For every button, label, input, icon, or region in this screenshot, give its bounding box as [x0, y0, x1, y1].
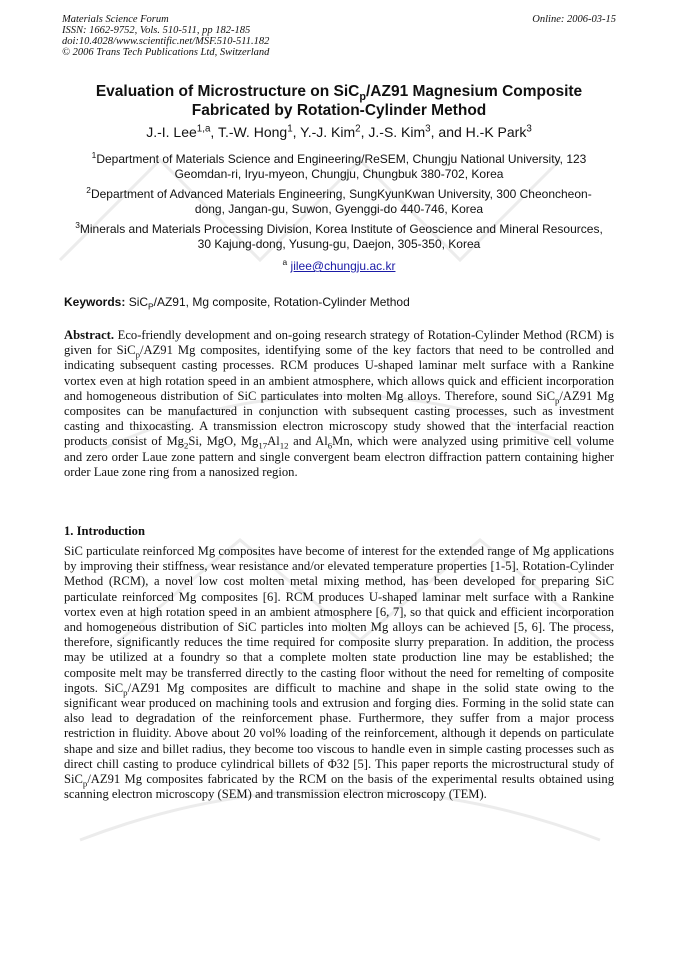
- author-name: Y.-J. Kim: [300, 124, 356, 140]
- abstract-text: Eco-friendly development and on-going research strategy of Rotation-Cylinder Method (RCM) is given for SiC: [64, 328, 615, 358]
- affiliation-sup: 1: [91, 150, 97, 160]
- author: [466, 124, 532, 140]
- abstract-subscript: 17: [258, 440, 268, 451]
- author-affil-sup: 1,a: [196, 123, 211, 135]
- title-part-1: Evaluation of Microstructure on SiC: [95, 83, 360, 100]
- keywords: [64, 295, 410, 312]
- author: [300, 124, 360, 140]
- title-line-1: [40, 82, 638, 104]
- author: [218, 124, 293, 140]
- doi-line: doi:10.4028/www.scientific.net/MSF.510-511.182: [62, 36, 270, 47]
- affiliation-line: 30 Kajung-dong, Yusung-gu, Daejon, 305-350, Korea: [197, 237, 481, 251]
- abstract-text: /AZ91 Mg composites, identifying some of the key factors that need to be controlled and indicating subsequent casting processes. RCM produces U-shaped laminar melt surface with a Rankine vortex even at high rotation speed in an ambient atmosphere, which allows quick and efficient incorporation and homogeneous distribution of SiC particulates into molten Mg alloys. Therefore, sound SiC: [64, 343, 614, 403]
- abstract-subscript: 2: [183, 440, 189, 451]
- intro-text: SiC particulate reinforced Mg composites have become of interest for the extended range of Mg applications by improving their stiffness, wear resistance and/or elevated temperature properties [1-5]. Rotation-Cylinder Method (RCM), a novel low cost molten metal mixing method, has been developed for preparing SiC particulate reinforced Mg composites [6]. RCM produces U-shaped laminar melt surface with a Rankine vortex even at high rotation speed in an ambient atmosphere [6, 7], so that quick and efficient incorporation and homogeneous distribution of SiC particles into molten Mg alloys can be achieved [5, 6]. The process, therefore, significantly reduces the time required for composite slurry preparation. In addition, the process may be utilized at a foundry so that a complete molten state production line may be established; the composite melt may be transferred directly to the casting floor without the need for remelting of composite ingots. SiC: [64, 544, 614, 695]
- affiliation-line: Department of Advanced Materials Engineering, SungKyunKwan University, 300 Cheoncheon-: [90, 187, 592, 201]
- introduction-body: [64, 544, 614, 802]
- title-subscript: p: [359, 91, 366, 104]
- abstract-text: Mn, which were analyzed using primitive cell volume and zero order Laue zone pattern and single convergent beam electron diffraction pattern containing higher order Laue zone ring from a nanosized region.: [64, 434, 614, 479]
- affiliation: [55, 152, 623, 182]
- paper-title: [40, 82, 638, 120]
- abstract-subscript: p: [555, 395, 560, 406]
- author-affil-sup: 2: [355, 123, 361, 135]
- affiliation-sup: 2: [86, 185, 91, 195]
- keywords-text: SiC: [128, 295, 149, 309]
- abstract-text: Al: [267, 434, 280, 449]
- author-name: T.-W. Hong: [217, 124, 288, 140]
- title-part-2: /AZ91 Magnesium Composite: [365, 83, 583, 100]
- intro-text: /AZ91 Mg composites fabricated by the RCM on the basis of the experimental results obtained using scanning electron microscopy (SEM) and transmission electron microscopy (TEM).: [64, 772, 614, 802]
- author-affil-sup: 3: [425, 123, 431, 135]
- email-sup: a: [282, 257, 288, 267]
- author-name: H.-K Park: [465, 124, 527, 140]
- email-link[interactable]: jilee@chungju.ac.kr: [290, 259, 396, 273]
- journal-name: Materials Science Forum: [62, 14, 169, 25]
- issn-line: ISSN: 1662-9752, Vols. 510-511, pp 182-185: [62, 25, 251, 36]
- affiliation-line: dong, Jangan-gu, Suwon, Gyenggi-do 440-746, Korea: [194, 202, 484, 216]
- abstract-text: /AZ91 Mg composites can be manufactured in conjunction with subsequent casting processes, such as investment casting and thixocasting. A transmission electron microscopy study showed that the interfacial reaction products consist of Mg: [64, 388, 614, 449]
- intro-text: /AZ91 Mg composites are difficult to machine and shape in the solid state owing to the significant wear produced on machining tools and extrusion and forging dies. Forming in the solid state can also lead to degradation of the reinforcement phase. Furthermore, they suffer from a major process restriction in fluidity. Above about 20 vol% loading of the reinforcement, although it depends on particulate shape and size and billet radius, they become too viscous to handle even in simple casting processes such as direct chill casting to produce cylindrical billets of Φ32 [5]. This paper reports the microstructural study of SiC: [64, 680, 614, 787]
- affiliation-line: Minerals and Materials Processing Division, Korea Institute of Geoscience and Mineral Resources,: [79, 222, 603, 236]
- copyright-line: © 2006 Trans Tech Publications Ltd, Switzerland: [62, 47, 270, 58]
- section-heading: 1. Introduction: [64, 524, 145, 538]
- author: [368, 124, 430, 140]
- author-list: J.-I. Lee$^{1,a}$, T.-W. Hong$^1$, Y.-J. Kim$^2$, J.-S. Kim$^3$, and H.-K Park$^3$: [146, 123, 532, 140]
- intro-subscript: p: [82, 778, 88, 789]
- intro-subscript: p: [123, 687, 128, 698]
- abstract-text: Si, MgO, Mg: [188, 434, 259, 449]
- affiliation: [55, 222, 623, 252]
- author-name: J.-S. Kim: [368, 124, 426, 140]
- title-line-2: Fabricated by Rotation-Cylinder Method: [191, 102, 487, 119]
- author-name: J.-I. Lee: [146, 124, 197, 140]
- keywords-text: /AZ91, Mg composite, Rotation-Cylinder Method: [153, 295, 410, 309]
- journal-header: [62, 14, 269, 58]
- abstract-subscript: 6: [327, 440, 333, 451]
- author: [146, 124, 210, 140]
- abstract: [64, 328, 614, 480]
- keywords-subscript: P: [148, 301, 154, 312]
- affiliation-line: Department of Materials Science and Engineering/ReSEM, Chungju National University, 123: [96, 152, 587, 166]
- abstract-text: and Al: [288, 434, 328, 449]
- affiliation-line: Geomdan-ri, Iryu-myeon, Chungju, Chungbuk 380-702, Korea: [174, 167, 504, 181]
- affiliation: [55, 187, 623, 217]
- keywords-label: Keywords:: [64, 295, 126, 309]
- affiliation-sup: 3: [75, 220, 80, 230]
- abstract-subscript: p: [135, 349, 140, 360]
- online-date: Online: 2006-03-15: [532, 14, 616, 25]
- author-affil-sup: 3: [526, 123, 532, 135]
- abstract-label: Abstract.: [64, 328, 115, 342]
- contact-email: [40, 259, 638, 273]
- author-affil-sup: 1: [287, 123, 293, 135]
- abstract-subscript: 12: [279, 440, 289, 451]
